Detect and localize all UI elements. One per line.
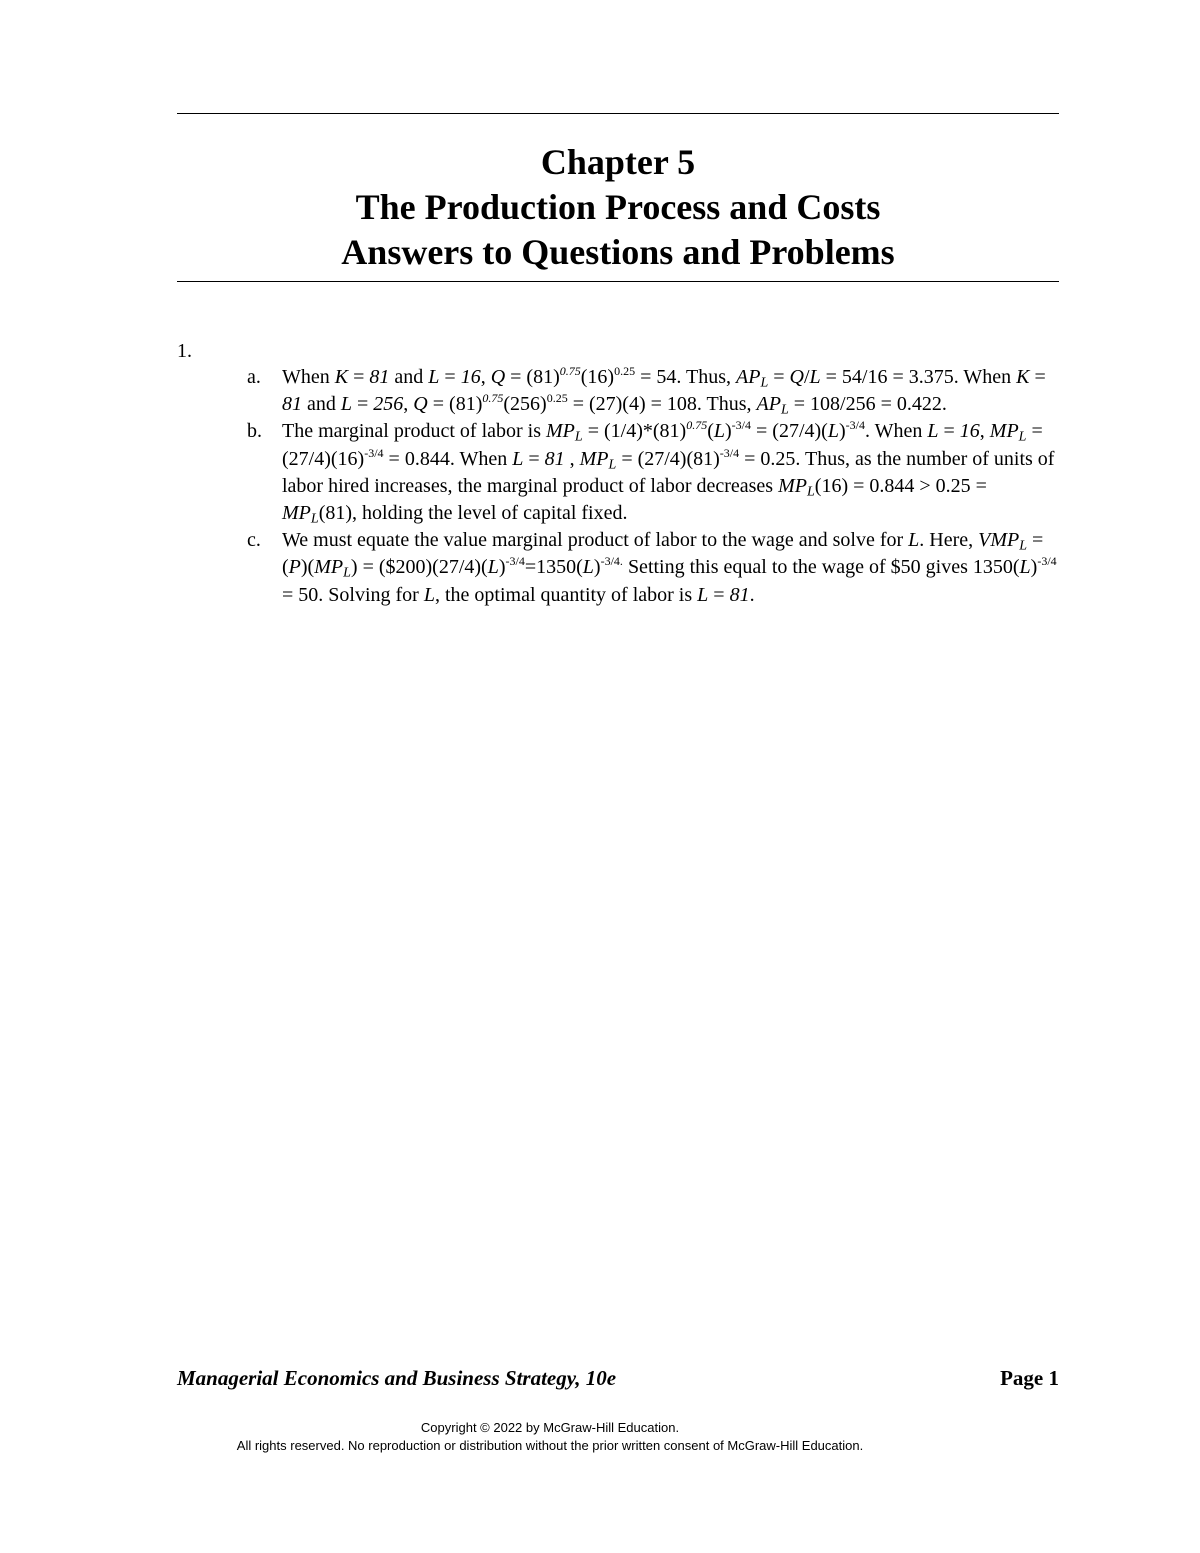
answer-text: We must equate the value marginal product of labor to the wage and solve for L. Here, $VMP_L = (P)(MP_L)$ = $(\$200)(27/4)(L)^{-3/4}=1350(L)^{-3/4.}$ Setting this equal to the wage of $50 gives $1350(L)^{-3/4} = 50$. Solving for L, the optimal quantity of labor is L = 81. [282,529,1057,606]
rights-reserved-line: All rights reserved. No reproduction or distribution without the prior written consent of McGraw-Hill Education. [236,1438,864,1453]
chapter-number: Chapter 5 [540,142,696,182]
part-letter: c. [247,529,261,552]
answer-text: The marginal product of labor is $MP_L = (1/4)*(81)^{0.75}(L)^{-3/4} = (27/4)(L)^{-3/4}$. When L = 16, $MP_L = (27/4)(16)^{-3/4} = 0.844$. When L = 81 , $MP_L = (27/4)(81)^{-3/4} = 0.25$. Thus, as the number of units of labor hired increases, the marginal product of labor decreases $MP_L(16) = 0.844 > 0.25 = MP_L(81)$, holding the level of capital fixed. [282,418,1055,527]
answer-part-b [247,418,1062,527]
copyright-line: Copyright © 2022 by McGraw-Hill Education. [420,1420,680,1435]
chapter-subtitle: Answers to Questions and Problems [341,232,895,272]
question-number: 1. [177,340,192,362]
part-letter: b. [247,420,262,443]
answer-part-c [247,527,1062,609]
top-rule [177,113,1059,114]
title-underline-rule [177,281,1059,282]
answer-part-a [247,364,1062,418]
footer-book-title: Managerial Economics and Business Strategy, 10e [177,1366,617,1390]
footer-page-number: Page 1 [1000,1366,1059,1390]
chapter-title: The Production Process and Costs [355,187,881,227]
part-letter: a. [247,366,261,388]
page-title [177,140,1059,275]
answer-list [247,364,1062,609]
copyright-notice [0,1419,1100,1455]
answer-text: When K = 81 and L = 16, $Q = (81)^{0.75}(16)^{0.25} = 54$. Thus, $AP_L = Q/L = 54/16 = 3.375$. When K = 81 and L = 256, $Q = (81)^{0.75}(256)^{0.25} = (27)(4) = 108$. Thus, $AP_L = 108/256 = 0.422$. [282,364,1046,418]
